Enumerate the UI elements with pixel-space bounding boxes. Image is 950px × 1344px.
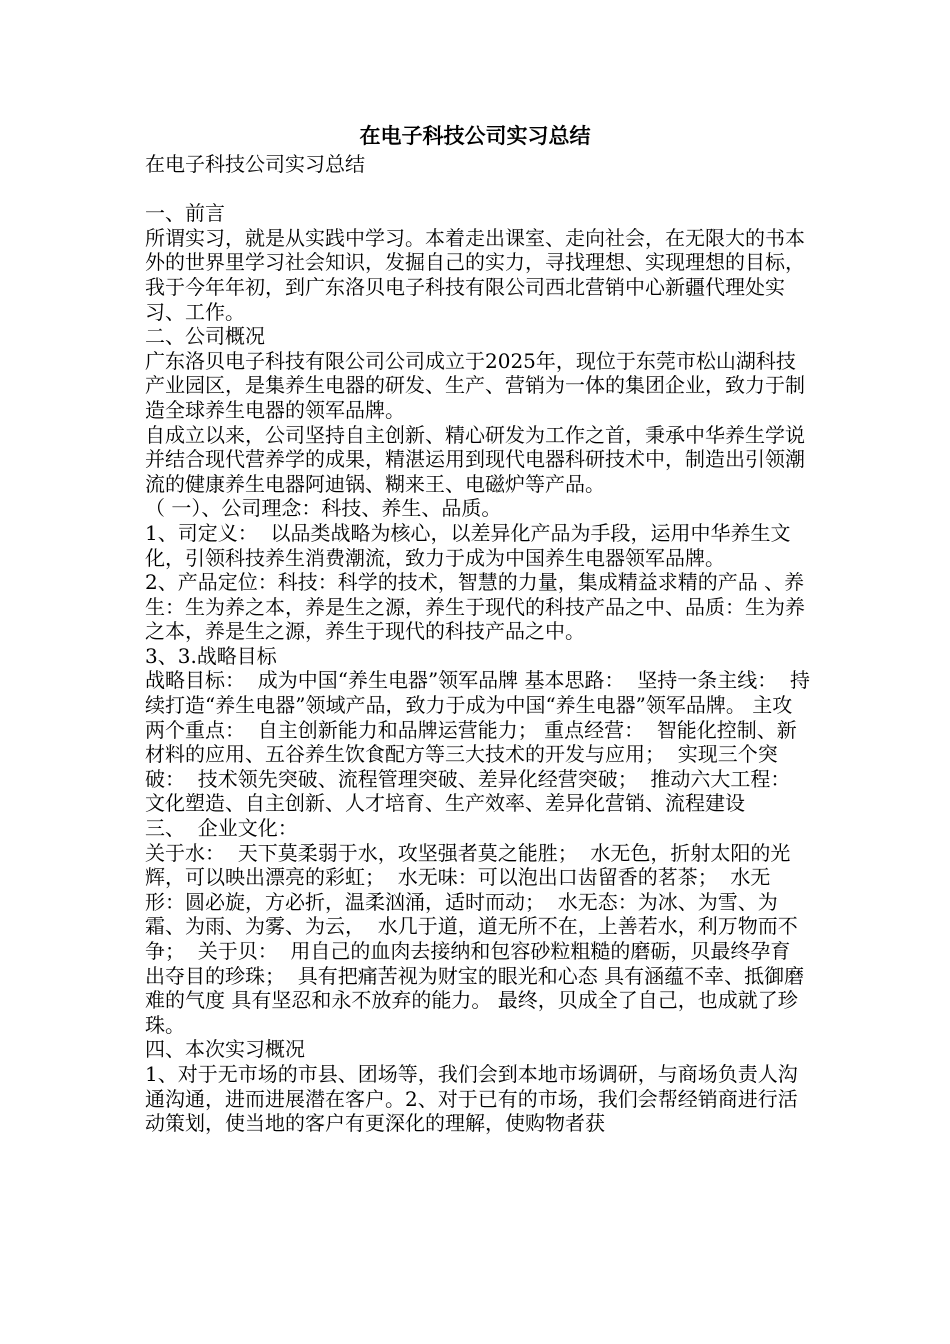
heading-preface: 一、前言 <box>145 201 225 226</box>
heading-corporate-culture: 三、 企业文化： <box>145 816 298 841</box>
paragraph-definition: 1、司定义： 以品类战略为核心，以差异化产品为手段，运用中华养生文化，引领科技养生消费潮流，致力于成为中国养生电器领军品牌。 <box>145 520 791 570</box>
paragraph-company-history: 自成立以来，公司坚持自主创新、精心研发为工作之首，秉承中华养生学说并结合现代营养学的成果，精湛运用到现代电器科研技术中，制造出引领潮流的健康养生电器阿迪锅、糊来王、电磁炉等产品。 <box>145 422 805 496</box>
document-subtitle: 在电子科技公司实习总结 <box>145 152 365 176</box>
heading-strategic-goals: 3、3.战略目标 <box>145 643 277 668</box>
paragraph-strategic-goals: 战略目标： 成为中国“养生电器”领军品牌 基本思路： 坚持一条主线： 持续打造“养生电器”领域产品，致力于成为中国“养生电器”领军品牌。 主攻两个重点： 自主创新能力和品牌运营能力； 重点经营： 智能化控制、新材料的应用、五谷养生饮食配方等三大技术的开发与应用； 实现三个突破： 技术领先突破、流程管理突破、差异化经营突破； 推动六大工程： 文化塑造、自主创新、人才培育、生产效率、差异化营销、流程建设 <box>145 668 810 816</box>
document-body <box>145 152 810 1136</box>
paragraph-corporate-culture: 关于水： 天下莫柔弱于水，攻坚强者莫之能胜； 水无色，折射太阳的光辉，可以映出漂亮的彩虹； 水无味：可以泡出口齿留香的茗茶； 水无形：圆必旋，方必折，温柔汹涌，适时而动； 水无态：为冰、为雪、为霜、为雨、为雾、为云， 水几于道，道无所不在，上善若水，利万物而不争； 关于贝： 用自己的血肉去接纳和包容砂粒粗糙的磨砺，贝最终孕育出夺目的珍珠； 具有把痛苦视为财宝的眼光和心态 具有涵蕴不幸、抵御磨难的气度 具有坚忍和永不放弃的能力。 最终，贝成全了自己，也成就了珍珠。 <box>145 840 805 1037</box>
heading-company-philosophy: （ 一）、公司理念：科技、养生、品质。 <box>145 496 502 521</box>
heading-internship-overview: 四、本次实习概况 <box>145 1037 305 1062</box>
paragraph-company-intro: 广东洛贝电子科技有限公司公司成立于2025年，现位于东莞市松山湖科技产业园区，是集养生电器的研发、生产、营销为一体的集团企业，致力于制造全球养生电器的领军品牌。 <box>145 348 805 422</box>
paragraph-product-positioning: 2、产品定位：科技：科学的技术，智慧的力量，集成精益求精的产品 、养生：生为养之本，养是生之源，养生于现代的科技产品之中、品质：生为养之本，养是生之源，养生于现代的科技产品之中。 <box>145 570 805 644</box>
document-title: 在电子科技公司实习总结 <box>359 124 591 148</box>
paragraph-preface: 所谓实习，就是从实践中学习。本着走出课室、走向社会，在无限大的书本外的世界里学习社会知识，发掘自己的实力，寻找理想、实现理想的目标，我于今年年初，到广东洛贝电子科技有限公司西北营销中心新疆代理处实习、工作。 <box>145 225 805 324</box>
paragraph-internship-overview: 1、对于无市场的市县、团场等，我们会到本地市场调研，与商场负责人沟通沟通，进而进展潜在客户。2、对于已有的市场，我们会帮经销商进行活动策划，使当地的客户有更深化的理解，使购物者获 <box>145 1061 798 1136</box>
heading-company-overview: 二、公司概况 <box>145 324 265 349</box>
